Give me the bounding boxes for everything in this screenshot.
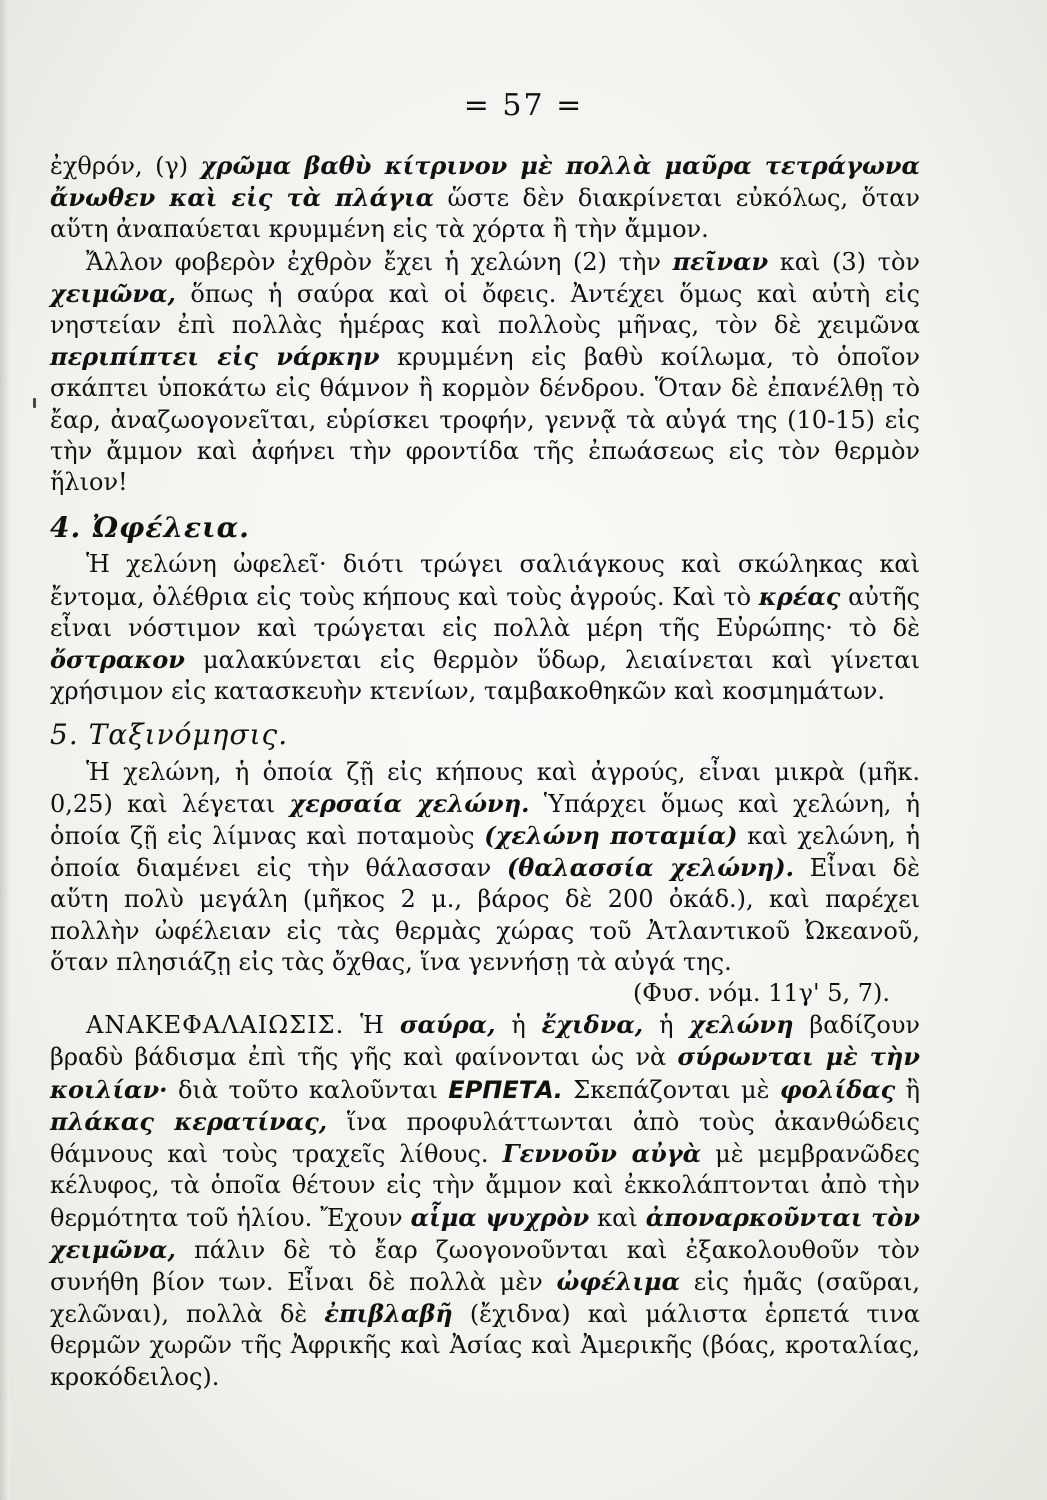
emphasis: ὠφέλιμα: [556, 1266, 681, 1296]
page-edge-shadow: [0, 0, 10, 1500]
paragraph-enemies: Ἄλλον φοβερὸν ἐχθρὸν ἔχει ἡ χελώνη (2) τὴν πεῖναν καὶ (3) τὸν χειμῶνα, ὅπως ἡ σαύρα καὶ οἱ ὄφεις. Ἀντέχει ὅμως καὶ αὐτὴ εἰς νηστείαν ἐπὶ πολλὰς ἡμέρας καὶ πολλοὺς μῆνας, τὸν δὲ χειμῶνα περιπίπτει εἰς νάρκην κρυμμένη εἰς βαθὺ κοίλωμα, τὸ ὁποῖον σκάπτει ὑποκάτω εἰς θάμνον ἢ κορμὸν δένδρου. Ὅταν δὲ ἐπανέλθῃ τὸ ἔαρ, ἀναζωογονεῖται, εὑρίσκει τροφήν, γεννᾷ τὰ αὐγά της (10-15) εἰς τὴν ἄμμον καὶ ἀφήνει τὴν φροντίδα τῆς ἐπωάσεως εἰς τὸν θερμὸν ἥλιον!: [50, 246, 920, 497]
emphasis: ἀποναρκοῦνται τὸν χειμῶνα,: [50, 1202, 920, 1264]
emphasis: κρέας: [758, 581, 841, 611]
paragraph-coloration: ἐχθρόν, (γ) χρῶμα βαθὺ κίτρινον μὲ πολλὰ μαῦρα τετράγωνα ἄνωθεν καὶ εἰς τὰ πλάγια ὥστε δὲν διακρίνεται εὐκόλως, ὅταν αὕτη ἀναπαύεται κρυμμένη εἰς τὰ χόρτα ἢ τὴν ἄμμον.: [50, 151, 921, 244]
emphasis: σαύρα,: [399, 1010, 496, 1040]
emphasis: (θαλασσία χελώνη).: [506, 853, 794, 883]
emphasis: χερσαία χελώνη.: [289, 788, 530, 818]
emphasis: χρῶμα βαθὺ κίτρινον μὲ πολλὰ μαῦρα τετράγωνα ἄνωθεν καὶ εἰς τὰ πλάγια: [50, 151, 920, 213]
emphasis: πεῖναν: [672, 246, 769, 276]
page-number: = 57 =: [463, 88, 584, 123]
emphasis: ἔχιδνα,: [541, 1010, 644, 1040]
body-text: [50, 150, 920, 1393]
emphasis: χελώνη: [689, 1010, 794, 1040]
emphasis: (χελώνη ποταμία): [484, 821, 738, 851]
paragraph-classification: Ἡ χελώνη, ἡ ὁποία ζῇ εἰς κήπους καὶ ἀγρούς, εἶναι μικρὰ (μῆκ. 0,25) καὶ λέγεται χερσαία χελώνη. Ὑπάρχει ὅμως καὶ χελώνη, ἡ ὁποία ζῇ εἰς λίμνας καὶ ποταμοὺς (χελώνη ποταμία) καὶ χελώνη, ἡ ὁποία διαμένει εἰς τὴν θάλασσαν (θαλασσία χελώνη). Εἶναι δὲ αὕτη πολὺ μεγάλη (μῆκος 2 μ., βάρος δὲ 200 ὀκάδ.), καὶ παρέχει πολλὴν ὠφέλειαν εἰς τὰς θερμὰς χώρας τοῦ Ἀτλαντικοῦ Ὠκεανοῦ, ὅταν πλησιάζῃ εἰς τὰς ὄχθας, ἵνα γεννήσῃ τὰ αὐγά της.: [50, 757, 920, 976]
emphasis: αἷμα ψυχρὸν: [410, 1202, 590, 1232]
margin-mark: [33, 398, 36, 408]
emphasis: φολίδας: [779, 1074, 896, 1104]
paragraph-summary: ΑΝΑΚΕΦΑΛΑΙΩΣΙΣ. Ἡ σαύρα, ἡ ἔχιδνα, ἡ χελώνη βαδίζουν βραδὺ βάδισμα ἐπὶ τῆς γῆς καὶ φαίνονται ὡς νὰ σύρωνται μὲ τὴν κοιλίαν· διὰ τοῦτο καλοῦνται ΕΡΠΕΤΑ. Σκεπάζονται μὲ φολίδας ἢ πλάκας κερατίνας, ἵνα προφυλάττωνται ἀπὸ τοὺς ἀκανθώδεις θάμνους καὶ τοὺς τραχεῖς λίθους. Γεννοῦν αὐγὰ μὲ μεμβρανῶδες κέλυφος, τὰ ὁποῖα θέτουν εἰς τὴν ἄμμον καὶ ἐκκολάπτονται ἀπὸ τὴν θερμότητα τοῦ ἡλίου. Ἔχουν αἷμα ψυχρὸν καὶ ἀποναρκοῦνται τὸν χειμῶνα, πάλιν δὲ τὸ ἔαρ ζωογονοῦνται καὶ ἐξακολουθοῦν τὸν συνήθη βίον των. Εἶναι δὲ πολλὰ μὲν ὠφέλιμα εἰς ἡμᾶς (σαῦραι, χελῶναι), πολλὰ δὲ ἐπιβλαβῆ (ἔχιδνα) καὶ μάλιστα ἑρπετά τινα θερμῶν χωρῶν τῆς Ἀφρικῆς καὶ Ἀσίας καὶ Ἀμερικῆς (βόας, κροταλίας, κροκόδειλος).: [50, 1010, 921, 1391]
emphasis: σύρωνται μὲ τὴν κοιλίαν·: [50, 1042, 920, 1104]
citation: (Φυσ. νόμ. 11γ' 5, 7).: [632, 979, 890, 1008]
summary-label: ΑΝΑΚΕΦΑΛΑΙΩΣΙΣ.: [86, 1011, 345, 1040]
emphasis: περιπίπτει εἰς νάρκην: [50, 342, 380, 372]
paragraph-benefit: Ἡ χελώνη ὠφελεῖ· διότι τρώγει σαλιάγκους καὶ σκώληκας καὶ ἔντομα, ὀλέθρια εἰς τοὺς κήπους καὶ τοὺς ἀγρούς. Καὶ τὸ κρέας αὐτῆς εἶναι νόστιμον καὶ τρώγεται εἰς πολλὰ μέρη τῆς Εὐρώπης· τὸ δὲ ὄστρακον μαλακύνεται εἰς θερμὸν ὕδωρ, λειαίνεται καὶ γίνεται χρήσιμον εἰς κατασκευὴν κτενίων, ταμβακοθηκῶν καὶ κοσμημάτων.: [50, 550, 920, 706]
class-name: ΕΡΠΕΤΑ.: [448, 1075, 563, 1104]
emphasis: πλάκας κερατίνας,: [50, 1106, 328, 1136]
emphasis: χειμῶνα,: [50, 278, 176, 308]
emphasis: ὄστρακον: [50, 645, 185, 675]
section-heading-5: 5. Ταξινόμησις.: [50, 718, 289, 752]
emphasis: Γεννοῦν αὐγὰ: [502, 1139, 702, 1169]
section-heading-4: 4. Ὠφέλεια.: [50, 511, 250, 545]
emphasis: ἐπιβλαβῆ: [324, 1299, 453, 1329]
